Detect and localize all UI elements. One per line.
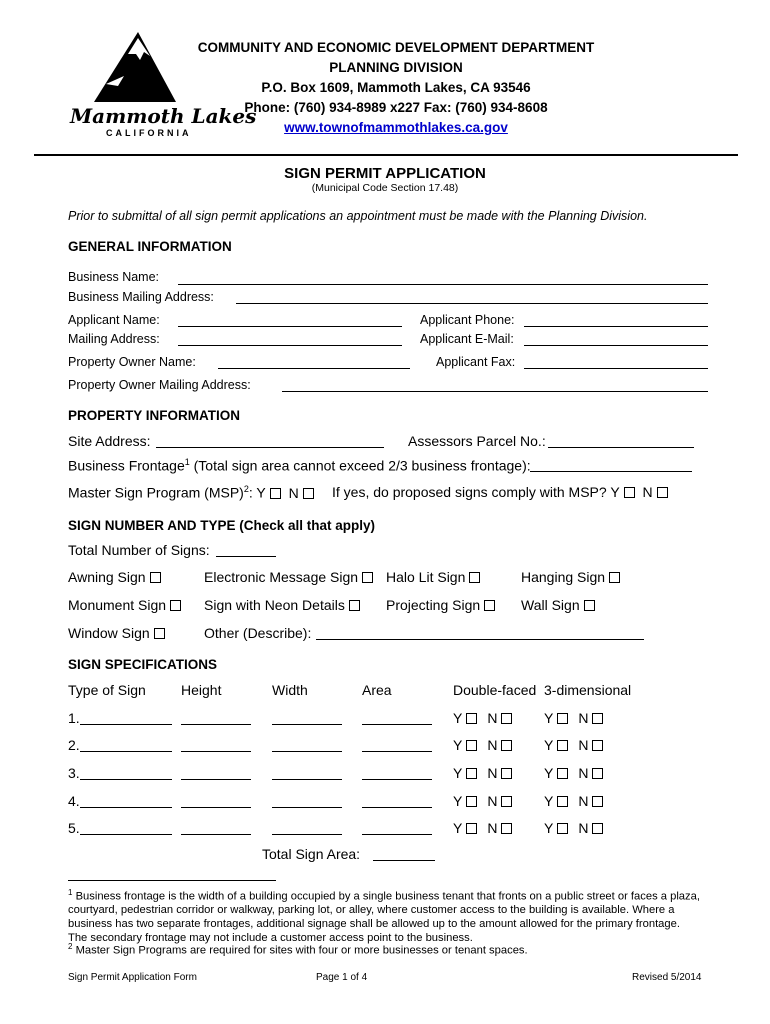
double-faced-y-label: Y — [453, 793, 463, 809]
spec-area-field[interactable] — [362, 751, 432, 752]
applicant-name-field[interactable] — [178, 326, 402, 327]
double-faced-choice — [453, 793, 512, 809]
site-address-field[interactable] — [156, 447, 384, 448]
property-heading: PROPERTY INFORMATION — [68, 408, 241, 423]
form-subtitle: (Municipal Code Section 17.48) — [311, 182, 459, 194]
electronic-checkbox[interactable] — [362, 572, 373, 583]
spec-area-field[interactable] — [362, 779, 432, 780]
window-checkbox[interactable] — [154, 628, 165, 639]
msp-n-label: N — [288, 484, 299, 501]
spec-height-field[interactable] — [181, 724, 251, 725]
msp-y-label: : Y — [248, 484, 266, 501]
double-faced-n-label: N — [487, 820, 498, 836]
halo-option — [386, 569, 480, 585]
spec-type-field[interactable] — [80, 751, 172, 752]
business-name-label: Business Name: — [68, 270, 160, 284]
spec-type-field[interactable] — [80, 724, 172, 725]
frontage-label — [68, 457, 531, 474]
spec-height-field[interactable] — [181, 834, 251, 835]
double-faced-yes-checkbox[interactable] — [466, 740, 477, 751]
projecting-option — [386, 597, 495, 613]
msp-footnote-ref: 2 — [243, 484, 249, 494]
double-faced-no-checkbox[interactable] — [501, 796, 512, 807]
three-d-choice — [544, 765, 603, 781]
mailing-address-label: Mailing Address: — [68, 332, 160, 346]
owner-mailing-field[interactable] — [282, 391, 708, 392]
three-d-y-label: Y — [544, 710, 554, 726]
three-d-choice — [544, 710, 603, 726]
three-d-n-label: N — [578, 765, 589, 781]
awning-checkbox[interactable] — [150, 572, 161, 583]
double-faced-choice — [453, 765, 512, 781]
apn-label: Assessors Parcel No.: — [408, 433, 546, 449]
double-faced-no-checkbox[interactable] — [501, 768, 512, 779]
double-faced-choice — [453, 737, 512, 753]
three-d-n-label: N — [578, 737, 589, 753]
monument-label: Monument Sign — [68, 597, 167, 613]
double-faced-yes-checkbox[interactable] — [466, 713, 477, 724]
halo-label: Halo Lit Sign — [386, 569, 466, 585]
appointment-notice: Prior to submittal of all sign permit applications an appointment must be made with the Planning Division. — [68, 209, 648, 223]
double-faced-no-checkbox[interactable] — [501, 713, 512, 724]
spec-height-field[interactable] — [181, 807, 251, 808]
spec-row-number: 4. — [68, 793, 80, 809]
col-double-faced: Double-faced — [453, 682, 537, 698]
col-type: Type of Sign — [68, 682, 146, 698]
projecting-label: Projecting Sign — [386, 597, 481, 613]
total-area-field[interactable] — [373, 860, 435, 861]
apn-field[interactable] — [548, 447, 694, 448]
col-area: Area — [362, 682, 392, 698]
spec-area-field[interactable] — [362, 807, 432, 808]
spec-type-field[interactable] — [80, 807, 172, 808]
double-faced-n-label: N — [487, 737, 498, 753]
spec-width-field[interactable] — [272, 834, 342, 835]
owner-mailing-label: Property Owner Mailing Address: — [68, 378, 251, 392]
double-faced-yes-checkbox[interactable] — [466, 823, 477, 834]
footer-form-name: Sign Permit Application Form — [68, 972, 197, 983]
wall-checkbox[interactable] — [584, 600, 595, 611]
three-d-choice — [544, 737, 603, 753]
footer-page-number: Page 1 of 4 — [316, 972, 368, 983]
halo-checkbox[interactable] — [469, 572, 480, 583]
three-d-n-label: N — [578, 793, 589, 809]
col-height: Height — [181, 682, 222, 698]
three-d-y-label: Y — [544, 737, 554, 753]
monument-option — [68, 597, 181, 613]
double-faced-y-label: Y — [453, 710, 463, 726]
double-faced-y-label: Y — [453, 737, 463, 753]
applicant-phone-label: Applicant Phone: — [420, 313, 515, 327]
double-faced-choice — [453, 710, 512, 726]
frontage-footnote-ref: 1 — [184, 457, 190, 467]
double-faced-n-label: N — [487, 793, 498, 809]
applicant-name-label: Applicant Name: — [68, 313, 160, 327]
three-d-no-checkbox[interactable] — [592, 740, 603, 751]
neon-option — [204, 597, 360, 613]
msp-yes-checkbox[interactable] — [270, 488, 281, 499]
comply-no-checkbox[interactable] — [657, 487, 668, 498]
awning-label: Awning Sign — [68, 569, 146, 585]
msp-comply-row — [332, 484, 668, 500]
logo-subtitle: CALIFORNIA — [106, 128, 192, 138]
double-faced-choice — [453, 820, 512, 836]
footnote-2-number: 2 — [68, 942, 73, 951]
wall-option — [521, 597, 595, 613]
monument-checkbox[interactable] — [170, 600, 181, 611]
division-name: PLANNING DIVISION — [329, 60, 463, 75]
specs-heading: SIGN SPECIFICATIONS — [68, 657, 218, 672]
neon-label: Sign with Neon Details — [204, 597, 345, 613]
double-faced-yes-checkbox[interactable] — [466, 768, 477, 779]
total-signs-label: Total Number of Signs: — [68, 542, 210, 558]
spec-row-number: 2. — [68, 737, 80, 753]
phone-fax: Phone: (760) 934-8989 x227 Fax: (760) 934-8608 — [244, 100, 548, 115]
double-faced-no-checkbox[interactable] — [501, 740, 512, 751]
double-faced-n-label: N — [487, 710, 498, 726]
hanging-checkbox[interactable] — [609, 572, 620, 583]
spec-width-field[interactable] — [272, 751, 342, 752]
three-d-no-checkbox[interactable] — [592, 796, 603, 807]
comply-yes-checkbox[interactable] — [624, 487, 635, 498]
footnote-2-text: Master Sign Programs are required for sites with four or more businesses or tenant spaces. — [75, 944, 528, 957]
applicant-phone-field[interactable] — [524, 326, 708, 327]
double-faced-y-label: Y — [453, 765, 463, 781]
awning-option — [68, 569, 161, 585]
double-faced-n-label: N — [487, 765, 498, 781]
double-faced-yes-checkbox[interactable] — [466, 796, 477, 807]
spec-type-field[interactable] — [80, 779, 172, 780]
types-heading: SIGN NUMBER AND TYPE (Check all that apply) — [68, 518, 376, 533]
applicant-fax-label: Applicant Fax: — [436, 355, 516, 369]
spec-width-field[interactable] — [272, 724, 342, 725]
col-3d: 3-dimensional — [544, 682, 632, 698]
frontage-field[interactable] — [530, 471, 692, 472]
three-d-yes-checkbox[interactable] — [557, 823, 568, 834]
applicant-fax-field[interactable] — [524, 368, 708, 369]
three-d-yes-checkbox[interactable] — [557, 713, 568, 724]
site-address-label: Site Address: — [68, 433, 151, 449]
frontage-label-text: Business Frontage — [68, 457, 185, 474]
applicant-email-label: Applicant E-Mail: — [420, 332, 514, 346]
spec-height-field[interactable] — [181, 751, 251, 752]
owner-name-label: Property Owner Name: — [68, 355, 196, 369]
other-label: Other (Describe): — [204, 625, 312, 641]
general-heading: GENERAL INFORMATION — [68, 239, 232, 254]
three-d-y-label: Y — [544, 793, 554, 809]
msp-row — [68, 484, 314, 501]
electronic-option — [204, 569, 373, 585]
header-divider — [34, 154, 738, 156]
neon-checkbox[interactable] — [349, 600, 360, 611]
three-d-y-label: Y — [544, 820, 554, 836]
three-d-y-label: Y — [544, 765, 554, 781]
hanging-label: Hanging Sign — [521, 569, 606, 585]
logo-name: Mammoth Lakes — [70, 104, 257, 128]
projecting-checkbox[interactable] — [484, 600, 495, 611]
electronic-label: Electronic Message Sign — [204, 569, 359, 585]
three-d-choice — [544, 820, 603, 836]
three-d-no-checkbox[interactable] — [592, 768, 603, 779]
window-label: Window Sign — [68, 625, 150, 641]
other-describe-field[interactable] — [316, 639, 644, 640]
spec-width-field[interactable] — [272, 807, 342, 808]
three-d-choice — [544, 793, 603, 809]
footnote-1 — [68, 886, 702, 945]
spec-row-number: 1. — [68, 710, 80, 726]
total-area-label: Total Sign Area: — [262, 846, 361, 862]
applicant-email-field[interactable] — [524, 345, 708, 346]
footer-revised: Revised 5/2014 — [632, 972, 702, 983]
three-d-yes-checkbox[interactable] — [557, 796, 568, 807]
business-mailing-field[interactable] — [236, 303, 708, 304]
three-d-n-label: N — [578, 710, 589, 726]
col-width: Width — [272, 682, 308, 698]
three-d-no-checkbox[interactable] — [592, 713, 603, 724]
business-mailing-label: Business Mailing Address: — [68, 290, 214, 304]
footnote-divider — [68, 880, 276, 881]
double-faced-y-label: Y — [453, 820, 463, 836]
spec-width-field[interactable] — [272, 779, 342, 780]
wall-label: Wall Sign — [521, 597, 580, 613]
footnote-2 — [68, 940, 702, 958]
three-d-no-checkbox[interactable] — [592, 823, 603, 834]
dept-name: COMMUNITY AND ECONOMIC DEVELOPMENT DEPARTMENT — [197, 40, 595, 55]
spec-row-number: 5. — [68, 820, 80, 836]
spec-area-field[interactable] — [362, 834, 432, 835]
spec-height-field[interactable] — [181, 779, 251, 780]
form-title: SIGN PERMIT APPLICATION — [284, 165, 486, 182]
website-link[interactable]: www.townofmammothlakes.ca.gov — [284, 120, 508, 135]
hanging-option — [521, 569, 620, 585]
three-d-yes-checkbox[interactable] — [557, 740, 568, 751]
three-d-n-label: N — [578, 820, 589, 836]
msp-label: Master Sign Program (MSP) — [68, 484, 244, 501]
total-signs-field[interactable] — [216, 556, 276, 557]
comply-label: If yes, do proposed signs comply with MSP? Y — [332, 484, 620, 500]
owner-name-field[interactable] — [218, 368, 410, 369]
footnote-1-number: 1 — [68, 888, 73, 897]
mailing-address-field[interactable] — [178, 345, 402, 346]
spec-row-number: 3. — [68, 765, 80, 781]
footnote-1-text: Business frontage is the width of a building occupied by a single business tenant that fronts on a public street or faces a plaza, courtyard, pedestrian corridor or walkway, parking lot, or alley, where customer access to the building is available. Where a business has two separate frontages, additional signage shall be allowed up to the amount allowed for the primary frontage. The secondary frontage may not include a customer access point to the business. — [68, 890, 700, 944]
mailing-address: P.O. Box 1609, Mammoth Lakes, CA 93546 — [261, 80, 531, 95]
spec-area-field[interactable] — [362, 724, 432, 725]
three-d-yes-checkbox[interactable] — [557, 768, 568, 779]
spec-type-field[interactable] — [80, 834, 172, 835]
business-name-field[interactable] — [178, 284, 708, 285]
frontage-label-rest: (Total sign area cannot exceed 2/3 business frontage): — [189, 457, 531, 474]
msp-no-checkbox[interactable] — [303, 488, 314, 499]
comply-n-label: N — [642, 484, 653, 500]
double-faced-no-checkbox[interactable] — [501, 823, 512, 834]
window-option — [68, 625, 165, 641]
